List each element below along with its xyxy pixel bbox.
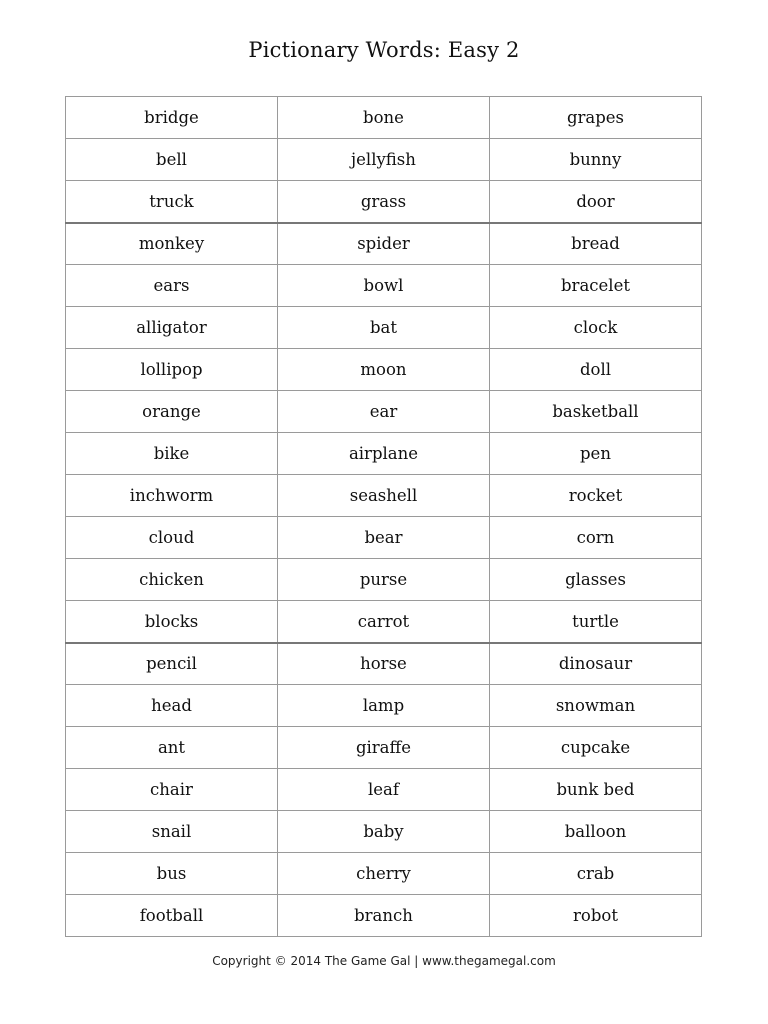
word-cell: purse bbox=[277, 559, 489, 601]
table-row bbox=[66, 685, 702, 727]
word-cell: jellyfish bbox=[277, 139, 489, 181]
table-row bbox=[66, 139, 702, 181]
table-row bbox=[66, 559, 702, 601]
word-cell: ear bbox=[277, 391, 489, 433]
word-cell: bunk bed bbox=[489, 769, 701, 811]
word-cell: cherry bbox=[277, 853, 489, 895]
table-row bbox=[66, 307, 702, 349]
word-cell: glasses bbox=[489, 559, 701, 601]
table-row bbox=[66, 601, 702, 643]
word-cell: pen bbox=[489, 433, 701, 475]
table-row bbox=[66, 391, 702, 433]
table-row bbox=[66, 433, 702, 475]
table-row bbox=[66, 853, 702, 895]
word-cell: airplane bbox=[277, 433, 489, 475]
word-cell: grapes bbox=[489, 97, 701, 139]
word-cell: rocket bbox=[489, 475, 701, 517]
page-title: Pictionary Words: Easy 2 bbox=[248, 38, 520, 62]
word-cell: chicken bbox=[66, 559, 278, 601]
copyright-footer: Copyright © 2014 The Game Gal | www.thegamegal.com bbox=[212, 954, 556, 968]
word-cell: bread bbox=[489, 223, 701, 265]
word-cell: football bbox=[66, 895, 278, 937]
word-cell: bunny bbox=[489, 139, 701, 181]
word-cell: giraffe bbox=[277, 727, 489, 769]
word-table bbox=[65, 96, 702, 937]
word-cell: horse bbox=[277, 643, 489, 685]
word-cell: bear bbox=[277, 517, 489, 559]
table-row bbox=[66, 643, 702, 685]
table-row bbox=[66, 895, 702, 937]
word-cell: corn bbox=[489, 517, 701, 559]
word-cell: bowl bbox=[277, 265, 489, 307]
word-cell: turtle bbox=[489, 601, 701, 643]
word-cell: blocks bbox=[66, 601, 278, 643]
word-cell: head bbox=[66, 685, 278, 727]
word-cell: cupcake bbox=[489, 727, 701, 769]
word-cell: cloud bbox=[66, 517, 278, 559]
word-cell: robot bbox=[489, 895, 701, 937]
word-cell: bracelet bbox=[489, 265, 701, 307]
word-cell: spider bbox=[277, 223, 489, 265]
table-row bbox=[66, 811, 702, 853]
word-cell: bell bbox=[66, 139, 278, 181]
table-row bbox=[66, 769, 702, 811]
word-cell: monkey bbox=[66, 223, 278, 265]
word-cell: pencil bbox=[66, 643, 278, 685]
word-cell: bike bbox=[66, 433, 278, 475]
word-cell: alligator bbox=[66, 307, 278, 349]
word-cell: door bbox=[489, 181, 701, 223]
table-row bbox=[66, 517, 702, 559]
word-cell: chair bbox=[66, 769, 278, 811]
word-cell: orange bbox=[66, 391, 278, 433]
word-cell: dinosaur bbox=[489, 643, 701, 685]
table-row bbox=[66, 475, 702, 517]
table-row bbox=[66, 349, 702, 391]
word-cell: basketball bbox=[489, 391, 701, 433]
word-cell: moon bbox=[277, 349, 489, 391]
word-cell: balloon bbox=[489, 811, 701, 853]
word-cell: branch bbox=[277, 895, 489, 937]
word-cell: doll bbox=[489, 349, 701, 391]
word-cell: leaf bbox=[277, 769, 489, 811]
word-cell: snowman bbox=[489, 685, 701, 727]
table-row bbox=[66, 265, 702, 307]
word-cell: snail bbox=[66, 811, 278, 853]
word-cell: lollipop bbox=[66, 349, 278, 391]
word-cell: bone bbox=[277, 97, 489, 139]
word-cell: inchworm bbox=[66, 475, 278, 517]
table-row bbox=[66, 97, 702, 139]
word-cell: bat bbox=[277, 307, 489, 349]
word-cell: grass bbox=[277, 181, 489, 223]
word-cell: clock bbox=[489, 307, 701, 349]
word-cell: crab bbox=[489, 853, 701, 895]
word-cell: ant bbox=[66, 727, 278, 769]
table-row bbox=[66, 181, 702, 223]
word-cell: bridge bbox=[66, 97, 278, 139]
word-cell: bus bbox=[66, 853, 278, 895]
word-cell: lamp bbox=[277, 685, 489, 727]
word-cell: ears bbox=[66, 265, 278, 307]
word-cell: carrot bbox=[277, 601, 489, 643]
word-cell: seashell bbox=[277, 475, 489, 517]
table-row bbox=[66, 223, 702, 265]
word-cell: truck bbox=[66, 181, 278, 223]
word-cell: baby bbox=[277, 811, 489, 853]
table-row bbox=[66, 727, 702, 769]
